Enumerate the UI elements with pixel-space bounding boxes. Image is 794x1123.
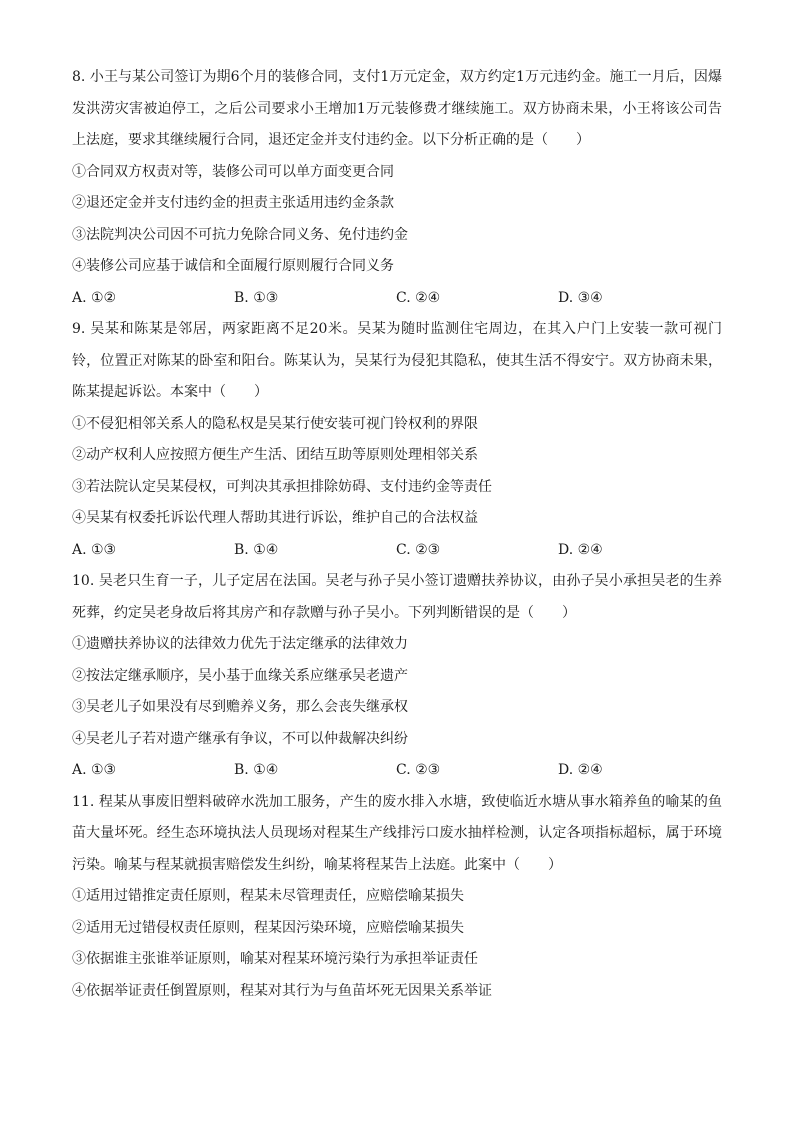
question-9 [72, 314, 722, 566]
choice-d: D. ②④ [558, 762, 603, 778]
statement-3: ③法院判决公司因不可抗力免除合同义务、免付违约金 [72, 226, 408, 243]
question-stem: 8. 小王与某公司签订为期6个月的装修合同，支付1万元定金，双方约定1万元违约金。施工一月后，因爆发洪涝灾害被迫停工，之后公司要求小王增加1万元装修费才继续施工。双方协商未果，小王将该公司告上法庭，要求其继续履行合同，退还定金并支付违约金。以下分析正确的是（ ） [72, 69, 722, 148]
choice-c: C. ②③ [396, 541, 441, 558]
statement-4: ④吴某有权委托诉讼代理人帮助其进行诉讼，维护自己的合法权益 [72, 510, 478, 526]
statement-1: ①遗赠扶养协议的法律效力优先于法定继承的法律效力 [72, 636, 408, 652]
answer-choices [72, 755, 722, 787]
statement-2: ②按法定继承顺序，吴小基于血缘关系应继承吴老遗产 [72, 667, 408, 684]
statement-3: ③若法院认定吴某侵权，可判决其承担排除妨碍、支付违约金等责任 [72, 478, 492, 495]
statement-1: ①不侵犯相邻关系人的隐私权是吴某行使安装可视门铃权利的界限 [72, 415, 478, 432]
statement-4: ④依据举证责任倒置原则，程某对其行为与鱼苗坏死无因果关系举证 [72, 982, 492, 999]
choice-d: D. ③④ [558, 289, 603, 306]
answer-choices [72, 283, 722, 315]
question-10 [72, 566, 722, 787]
choice-a: A. ①② [72, 289, 117, 306]
statement-1: ①合同双方权责对等，装修公司可以单方面变更合同 [72, 163, 394, 180]
statement-2: ②动产权利人应按照方便生产生活、团结互助等原则处理相邻关系 [72, 447, 478, 463]
choice-b: B. ①③ [234, 289, 279, 306]
statement-4: ④装修公司应基于诚信和全面履行原则履行合同义务 [72, 258, 394, 274]
question-8 [72, 62, 722, 314]
question-11 [72, 787, 722, 1008]
choice-b: B. ①④ [234, 541, 279, 558]
choice-c: C. ②③ [396, 762, 441, 778]
exam-page [72, 62, 722, 1007]
choice-a: A. ①③ [72, 762, 117, 778]
statement-1: ①适用过错推定责任原则，程某未尽管理责任，应赔偿喻某损失 [72, 888, 464, 904]
question-stem: 10. 吴老只生育一子，儿子定居在法国。吴老与孙子吴小签订遗赠扶养协议，由孙子吴小承担吴老的生养死葬，约定吴老身故后将其房产和存款赠与孙子吴小。下列判断错误的是（ ） [72, 573, 722, 621]
answer-choices [72, 535, 722, 567]
question-stem: 11. 程某从事废旧塑料破碎水洗加工服务，产生的废水排入水塘，致使临近水塘从事水箱养鱼的喻某的鱼苗大量坏死。经生态环境执法人员现场对程某生产线排污口废水抽样检测，认定各项指标超标，属于环境污染。喻某与程某就损害赔偿发生纠纷，喻某将程某告上法庭。此案中（ ） [72, 793, 722, 873]
statement-2: ②退还定金并支付违约金的担责主张适用违约金条款 [72, 195, 394, 211]
choice-d: D. ②④ [558, 541, 603, 558]
choice-c: C. ②④ [396, 289, 441, 306]
statement-4: ④吴老儿子若对遗产继承有争议，不可以仲裁解决纠纷 [72, 730, 408, 747]
statement-3: ③吴老儿子如果没有尽到赡养义务，那么会丧失继承权 [72, 699, 408, 715]
statement-3: ③依据谁主张谁举证原则，喻某对程某环境污染行为承担举证责任 [72, 951, 478, 967]
choice-a: A. ①③ [72, 541, 117, 558]
choice-b: B. ①④ [234, 762, 279, 778]
statement-2: ②适用无过错侵权责任原则，程某因污染环境，应赔偿喻某损失 [72, 919, 464, 936]
question-stem: 9. 吴某和陈某是邻居，两家距离不足20米。吴某为随时监测住宅周边，在其入户门上安装一款可视门铃，位置正对陈某的卧室和阳台。陈某认为，吴某行为侵犯其隐私，使其生活不得安宁。双方协商未果，陈某提起诉讼。本案中（ ） [72, 321, 722, 400]
